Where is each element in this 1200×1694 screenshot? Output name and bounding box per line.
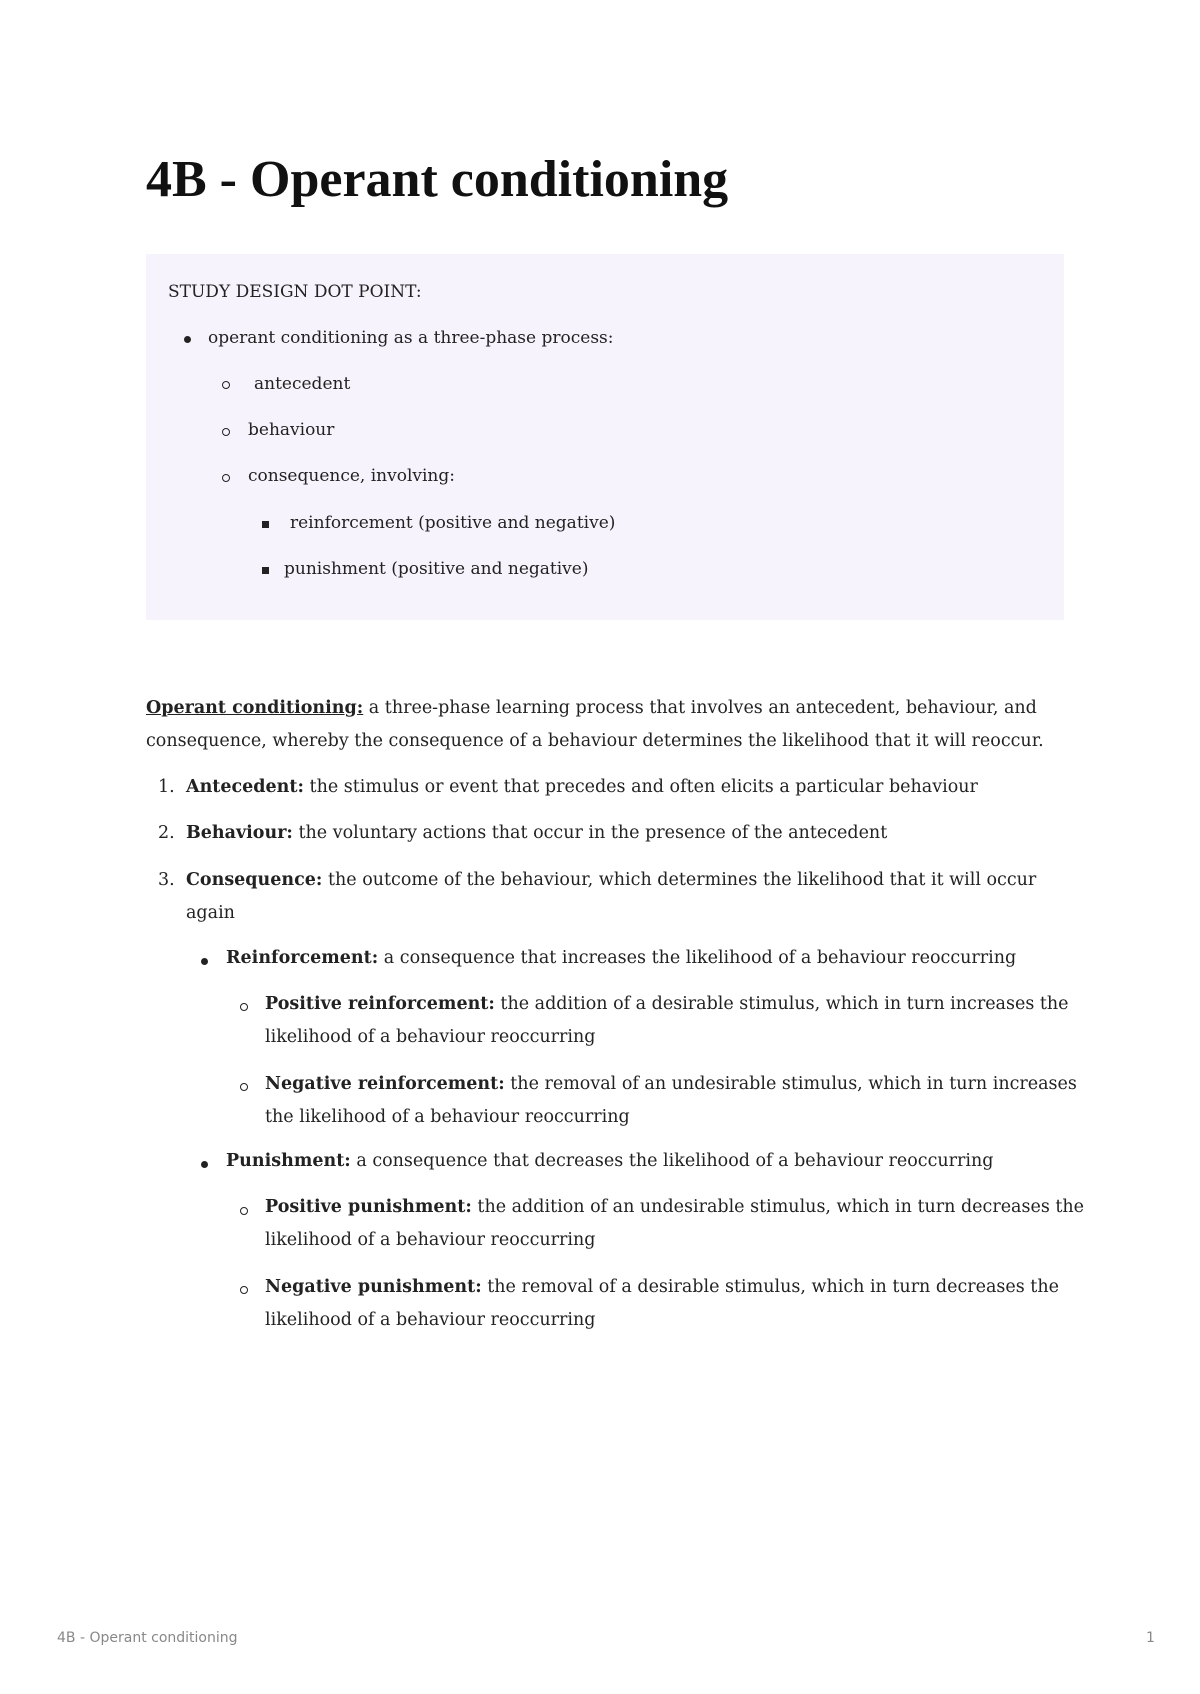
callout-subitem: behaviour xyxy=(248,420,335,440)
phase-text: the voluntary actions that occur in the presence of the antecedent xyxy=(298,823,888,843)
reinforcement-text: a consequence that increases the likelihood of a behaviour reoccurring xyxy=(383,948,1017,968)
square-bullet-icon xyxy=(262,521,269,528)
list-number: 1. xyxy=(158,777,175,797)
callout-subsubitem: reinforcement (positive and negative) xyxy=(290,513,616,533)
circle-bullet-icon xyxy=(240,1083,248,1091)
square-bullet-icon xyxy=(262,567,269,574)
list-number: 2. xyxy=(158,823,175,843)
callout-item: operant conditioning as a three-phase process: xyxy=(208,328,614,348)
disc-bullet-icon xyxy=(184,336,191,343)
definition-text: a three-phase learning process that involves an antecedent, behaviour, and xyxy=(368,698,1037,718)
page-number: 1 xyxy=(1146,1630,1155,1646)
disc-bullet-icon xyxy=(201,958,208,965)
circle-bullet-icon xyxy=(240,1003,248,1011)
positive-punishment-term: Positive punishment: xyxy=(265,1197,472,1217)
list-number: 3. xyxy=(158,870,175,890)
study-design-callout xyxy=(146,254,1064,620)
negative-reinforcement-item xyxy=(265,1068,1077,1101)
definition-line-1 xyxy=(146,692,1037,725)
negative-punishment-cont: likelihood of a behaviour reoccurring xyxy=(265,1310,596,1330)
phase-text: the stimulus or event that precedes and often elicits a particular behaviour xyxy=(309,777,978,797)
phase-consequence-cont: again xyxy=(186,903,235,923)
punishment-text: a consequence that decreases the likelihood of a behaviour reoccurring xyxy=(356,1151,994,1171)
positive-reinforcement-cont: likelihood of a behaviour reoccurring xyxy=(265,1027,596,1047)
circle-bullet-icon xyxy=(240,1286,248,1294)
circle-bullet-icon xyxy=(240,1207,248,1215)
phase-text: the outcome of the behaviour, which determines the likelihood that it will occur xyxy=(327,870,1037,890)
circle-bullet-icon xyxy=(222,428,230,436)
punishment-item xyxy=(226,1145,993,1178)
positive-punishment-item xyxy=(265,1191,1084,1224)
negative-punishment-text: the removal of a desirable stimulus, which in turn decreases the xyxy=(487,1277,1059,1297)
callout-heading: STUDY DESIGN DOT POINT: xyxy=(168,282,422,302)
positive-reinforcement-text: the addition of a desirable stimulus, which in turn increases the xyxy=(500,994,1069,1014)
phase-antecedent xyxy=(186,771,978,804)
negative-reinforcement-text: the removal of an undesirable stimulus, which in turn increases xyxy=(510,1074,1077,1094)
circle-bullet-icon xyxy=(222,474,230,482)
phase-behaviour xyxy=(186,817,887,850)
phase-term: Consequence: xyxy=(186,870,323,890)
positive-punishment-text: the addition of an undesirable stimulus, which in turn decreases the xyxy=(477,1197,1085,1217)
footer-title: 4B - Operant conditioning xyxy=(57,1630,238,1646)
negative-punishment-item xyxy=(265,1271,1059,1304)
definition-line-2: consequence, whereby the consequence of a behaviour determines the likelihood that it will reoccur. xyxy=(146,731,1044,751)
callout-subitem: consequence, involving: xyxy=(248,466,455,486)
disc-bullet-icon xyxy=(201,1161,208,1168)
phase-term: Behaviour: xyxy=(186,823,293,843)
positive-punishment-cont: likelihood of a behaviour reoccurring xyxy=(265,1230,596,1250)
punishment-term: Punishment: xyxy=(226,1151,351,1171)
negative-reinforcement-cont: the likelihood of a behaviour reoccurring xyxy=(265,1107,630,1127)
reinforcement-item xyxy=(226,942,1016,975)
callout-subitem: antecedent xyxy=(254,374,351,394)
page-title: 4B - Operant conditioning xyxy=(146,151,729,208)
callout-subsubitem: punishment (positive and negative) xyxy=(284,559,589,579)
phase-term: Antecedent: xyxy=(186,777,304,797)
negative-reinforcement-term: Negative reinforcement: xyxy=(265,1074,505,1094)
circle-bullet-icon xyxy=(222,381,230,389)
negative-punishment-term: Negative punishment: xyxy=(265,1277,482,1297)
positive-reinforcement-item xyxy=(265,988,1069,1021)
reinforcement-term: Reinforcement: xyxy=(226,948,379,968)
definition-term: Operant conditioning: xyxy=(146,698,364,718)
phase-consequence xyxy=(186,864,1036,897)
positive-reinforcement-term: Positive reinforcement: xyxy=(265,994,495,1014)
